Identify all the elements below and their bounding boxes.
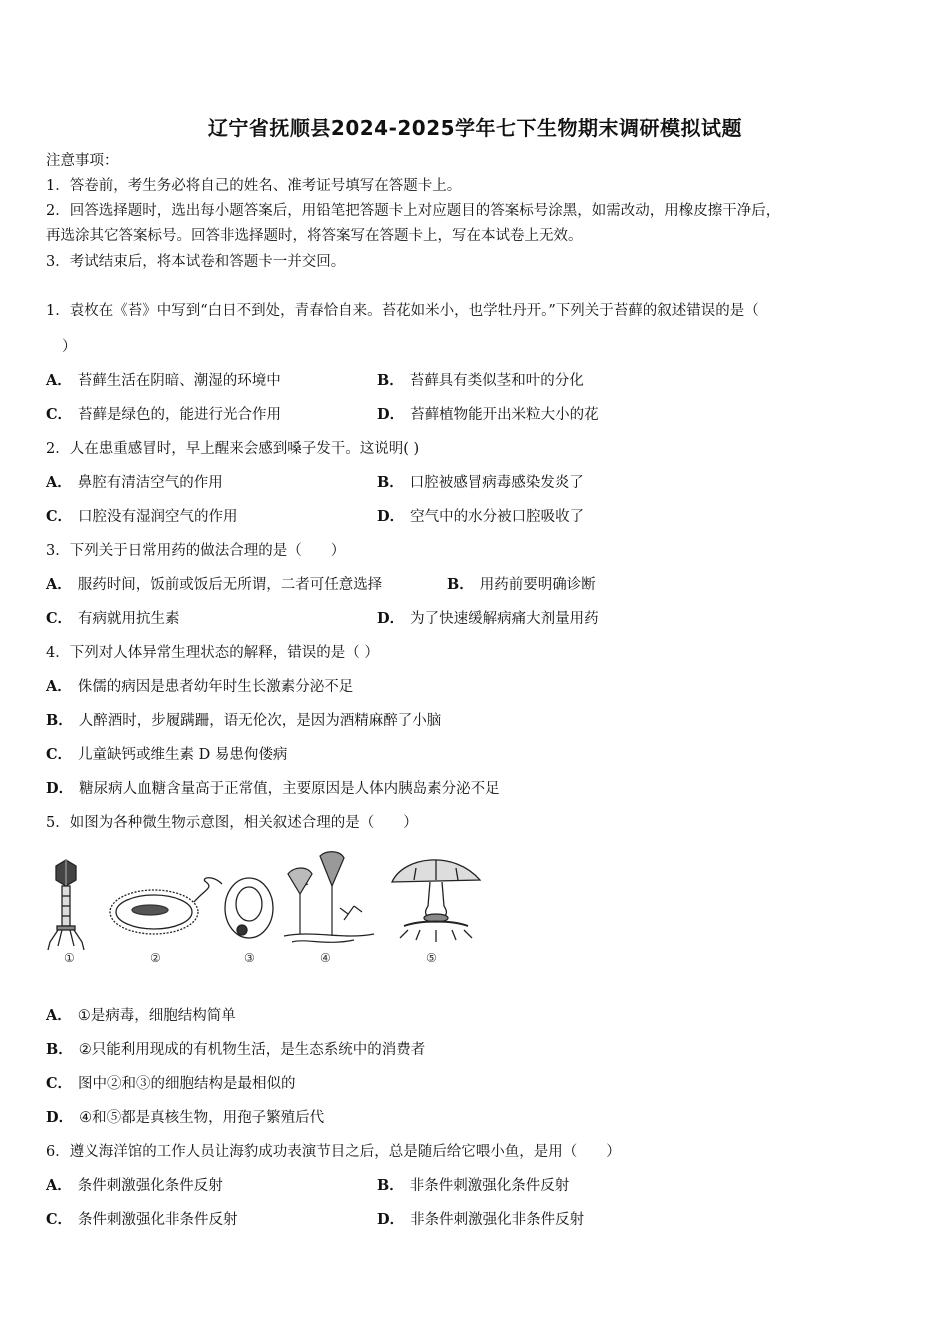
option-text: 条件刺激强化条件反射 [77, 1178, 223, 1194]
figure-label-2: ② [150, 951, 161, 965]
bacteriophage-illustration [48, 860, 84, 950]
option-c[interactable] [46, 609, 180, 629]
mold-illustration [284, 852, 374, 943]
option-text: 苔藓是绿色的，能进行光合作用 [78, 407, 282, 423]
option-d[interactable] [377, 507, 584, 527]
notice-item: 再选涂其它答案标号。回答非选择题时，将答案写在答题卡上，写在本试卷上无效。 [46, 228, 583, 244]
option-letter: B． [377, 372, 404, 389]
bacterium-illustration [110, 878, 222, 934]
option-text: 人醉酒时，步履蹒跚，语无伦次，是因为酒精麻醉了小脑 [78, 713, 442, 729]
notice-item: 1．答卷前，考生务必将自己的姓名、准考证号填写在答题卡上。 [46, 178, 462, 194]
question-stem: 3．下列关于日常用药的做法合理的是（ ） [46, 543, 346, 559]
option-letter: C． [46, 610, 73, 627]
option-text: 非条件刺激强化条件反射 [409, 1178, 570, 1194]
question-stem-cont: ） [62, 339, 77, 355]
option-a[interactable] [46, 473, 223, 493]
notice-item: 3．考试结束后，将本试卷和答题卡一并交回。 [46, 254, 346, 270]
option-text: 图中②和③的细胞结构是最相似的 [78, 1076, 296, 1092]
option-text: 侏儒的病因是患者幼年时生长激素分泌不足 [77, 679, 354, 695]
option-text: 鼻腔有清洁空气的作用 [77, 475, 223, 491]
figure-label-1: ① [64, 951, 75, 965]
option-b[interactable] [46, 711, 441, 731]
figure-label-3: ③ [244, 951, 255, 965]
option-text: 口腔没有湿润空气的作用 [78, 509, 238, 525]
option-text: 苔藓具有类似茎和叶的分化 [409, 373, 584, 389]
option-letter: B． [377, 1177, 404, 1194]
option-letter: A． [46, 678, 72, 695]
option-a[interactable] [46, 371, 281, 391]
option-text: 用药前要明确诊断 [479, 577, 596, 593]
option-text: ②只能利用现成的有机物生活，是生态系统中的消费者 [78, 1042, 426, 1058]
option-letter: A． [46, 474, 72, 491]
option-letter: D． [377, 610, 405, 627]
question-stem: 4．下列对人体异常生理状态的解释，错误的是（ ） [46, 645, 379, 661]
option-c[interactable] [46, 745, 287, 765]
option-text: 口腔被感冒病毒感染发炎了 [409, 475, 584, 491]
figure-label-4: ④ [320, 951, 331, 965]
yeast-illustration [225, 878, 273, 938]
question-stem: 5．如图为各种微生物示意图，相关叙述合理的是（ ） [46, 815, 418, 831]
option-text: 苔藓植物能开出米粒大小的花 [410, 407, 599, 423]
option-b[interactable] [447, 575, 596, 595]
option-letter: B． [46, 712, 73, 729]
option-text: 空气中的水分被口腔吸收了 [410, 509, 585, 525]
question-stem: 6．遵义海洋馆的工作人员让海豹成功表演节目之后，总是随后给它喂小鱼，是用（ ） [46, 1144, 621, 1160]
option-letter: C． [46, 406, 73, 423]
option-c[interactable] [46, 1210, 238, 1230]
mushroom-illustration [392, 860, 480, 942]
option-letter: C． [46, 1075, 73, 1092]
question-stem: 1．袁枚在《苔》中写到“白日不到处，青春恰自来。苔花如米小，也学牡丹开。”下列关于苔藓的叙述错误的是（ [46, 303, 759, 319]
option-b[interactable] [377, 1176, 569, 1196]
option-letter: C． [46, 1211, 73, 1228]
option-c[interactable] [46, 1074, 296, 1094]
option-letter: D． [377, 406, 405, 423]
option-a[interactable] [46, 1176, 223, 1196]
option-c[interactable] [46, 405, 281, 425]
microorganism-figure [44, 846, 494, 971]
option-letter: C． [46, 746, 73, 763]
option-d[interactable] [46, 1108, 324, 1128]
option-letter: B． [447, 576, 474, 593]
option-b[interactable] [377, 371, 584, 391]
option-text: ①是病毒，细胞结构简单 [77, 1008, 236, 1024]
figure-label-5: ⑤ [426, 951, 437, 965]
option-a[interactable] [46, 1006, 236, 1026]
option-letter: D． [46, 780, 74, 797]
option-text: 苔藓生活在阴暗、潮湿的环境中 [77, 373, 281, 389]
option-text: 儿童缺钙或维生素 D 易患佝偻病 [78, 747, 288, 763]
option-c[interactable] [46, 507, 238, 527]
notice-item: 2．回答选择题时，选出每小题答案后，用铅笔把答题卡上对应题目的答案标号涂黑，如需改动，用橡皮擦干净后， [46, 203, 781, 219]
option-letter: A． [46, 372, 72, 389]
option-letter: A． [46, 576, 72, 593]
option-b[interactable] [46, 1040, 425, 1060]
option-text: ④和⑤都是真核生物，用孢子繁殖后代 [79, 1110, 325, 1126]
question-stem: 2．人在患重感冒时，早上醒来会感到嗓子发干。这说明( ) [46, 441, 420, 457]
notice-heading: 注意事项： [46, 153, 119, 169]
option-text: 为了快速缓解病痛大剂量用药 [410, 611, 599, 627]
option-d[interactable] [377, 609, 599, 629]
option-b[interactable] [377, 473, 584, 493]
option-letter: A． [46, 1007, 72, 1024]
option-letter: D． [377, 1211, 405, 1228]
option-letter: A． [46, 1177, 72, 1194]
option-letter: B． [46, 1041, 73, 1058]
option-letter: C． [46, 508, 73, 525]
option-d[interactable] [377, 405, 599, 425]
option-text: 有病就用抗生素 [78, 611, 180, 627]
page-title: 辽宁省抚顺县2024-2025学年七下生物期末调研模拟试题 [207, 116, 743, 140]
option-letter: B． [377, 474, 404, 491]
option-text: 服药时间，饭前或饭后无所谓，二者可任意选择 [77, 577, 383, 593]
option-text: 糖尿病人血糖含量高于正常值，主要原因是人体内胰岛素分泌不足 [79, 781, 500, 797]
option-letter: D． [46, 1109, 74, 1126]
option-letter: D． [377, 508, 405, 525]
option-text: 条件刺激强化非条件反射 [78, 1212, 238, 1228]
option-a[interactable] [46, 575, 382, 595]
option-text: 非条件刺激强化非条件反射 [410, 1212, 585, 1228]
option-d[interactable] [46, 779, 500, 799]
option-d[interactable] [377, 1210, 584, 1230]
option-a[interactable] [46, 677, 353, 697]
